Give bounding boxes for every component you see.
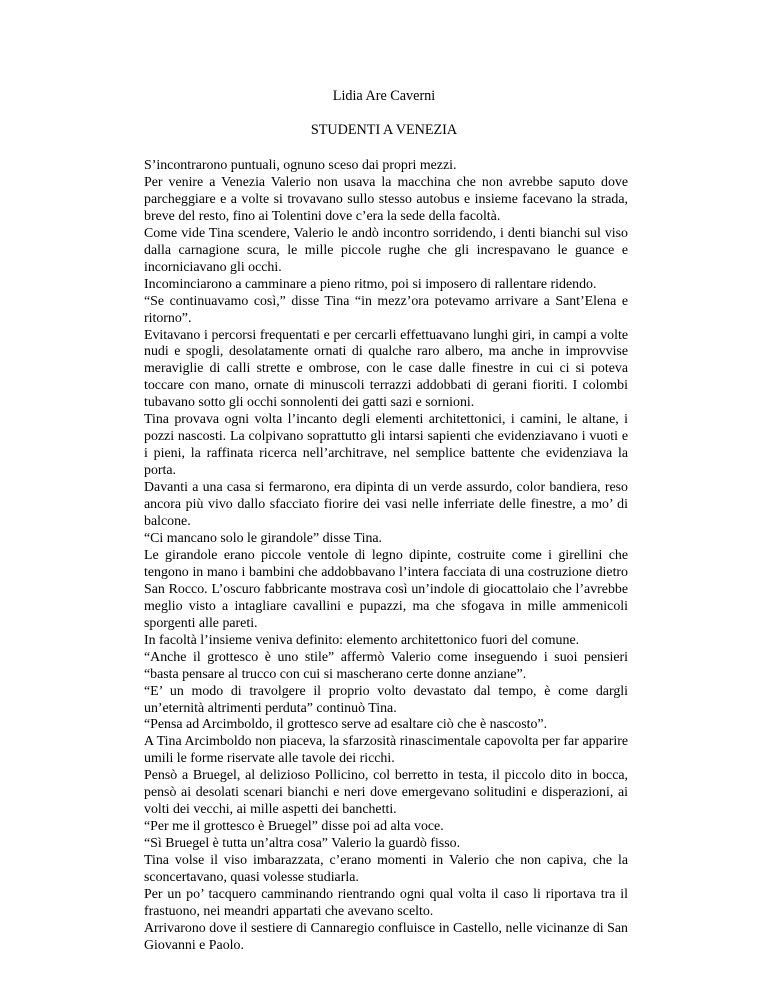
paragraph: Arrivarono dove il sestiere di Cannaregio confluisce in Castello, nelle vicinanze di San Giovanni e Paolo. [144, 920, 628, 953]
paragraph: Tina volse il viso imbarazzata, c’erano momenti in Valerio che non capiva, che la sconcertavano, quasi volesse studiarla. [144, 853, 628, 886]
paragraph: In facoltà l’insieme veniva definito: elemento architettonico fuori del comune. [144, 632, 580, 648]
paragraph: Per un po’ tacquero camminando rientrando ogni qual volta il caso li riportava tra il frastuono, nei meandri appartati che avevano scelto. [144, 886, 628, 919]
paragraph: Davanti a una casa si fermarono, era dipinta di un verde assurdo, color bandiera, reso ancora più vivo dallo sfacciato fiorire dei vasi nelle inferriate delle finestre, a mo’ di balcone. [144, 480, 628, 530]
body-text [144, 158, 628, 955]
paragraph: “Se continuavamo così,” disse Tina “in mezz’ora potevamo arrivare a Sant’Elena e ritorno”. [144, 293, 628, 326]
paragraph: A Tina Arcimboldo non piaceva, la sfarzosità rinascimentale capovolta per far apparire umili le forme riservate alle tavole dei ricchi. [144, 734, 628, 767]
paragraph: Per venire a Venezia Valerio non usava la macchina che non avrebbe saputo dove parcheggiare e a volte si trovavano sullo stesso autobus e insieme facevano la strada, breve del resto, fino ai Tolentini dove c’era la sede della facoltà. [144, 174, 628, 224]
paragraph: “Per me il grottesco è Bruegel” disse poi ad alta voce. [144, 819, 444, 835]
paragraph: “Anche il grottesco è uno stile” affermò Valerio come inseguendo i suoi pensieri “basta pensare al trucco con cui si mascherano certe donne anziane”. [144, 649, 628, 682]
paragraph: Tina provava ogni volta l’incanto degli elementi architettonici, i camini, le altane, i pozzi nascosti. La colpivano soprattutto gli intarsi sapienti che evidenziavano i vuoti e i pieni, la raffinata ricerca nell’architrave, nel semplice battente che evidenziava la porta. [144, 412, 628, 479]
paragraph: Le girandole erano piccole ventole di legno dipinte, costruite come i girellini che tengono in mano i bambini che addobbavano l’intera facciata di una costruzione dietro San Rocco. L’oscuro fabbricante mostrava così un’indole di giocattolaio che l’avrebbe meglio visto a intagliare cavallini e pupazzi, ma che sfogava in mille ammenicoli sporgenti alle pareti. [144, 547, 628, 631]
paragraph: Incominciarono a camminare a pieno ritmo, poi si imposero di rallentare ridendo. [144, 276, 597, 292]
document-title: STUDENTI A VENEZIA [310, 122, 458, 138]
paragraph: “Ci mancano solo le girandole” disse Tina. [144, 530, 383, 546]
paragraph: Pensò a Bruegel, al delizioso Pollicino, col berretto in testa, il piccolo dito in bocca, pensò ai desolati scenari bianchi e neri dove emergevano solitudini e disperazioni, ai volti dei vecchi, ai mille aspetti dei banchetti. [144, 768, 628, 818]
paragraph: S’incontrarono puntuali, ognuno sceso dai propri mezzi. [144, 158, 457, 173]
paragraph: Evitavano i percorsi frequentati e per cercarli effettuavano lunghi giri, in campi a volte nudi e spogli, desolatamente ornati di qualche raro albero, ma anche in improvvise meraviglie di calli strette e ombrose, con le case dalle finestre in cui ci si poteva toccare con mano, ornate di minuscoli terrazzi addobbati di gerani fioriti. I colombi tubavano sotto gli occhi sonnolenti dei gatti sazi e sornioni. [144, 327, 628, 411]
paragraph: Come vide Tina scendere, Valerio le andò incontro sorridendo, i denti bianchi sul viso dalla carnagione scura, le mille piccole rughe che gli increspavano le guance e incorniciavano gli occhi. [144, 225, 628, 275]
author-name: Lidia Are Caverni [332, 88, 436, 104]
paragraph: “Pensa ad Arcimboldo, il grottesco serve ad esaltare ciò che è nascosto”. [144, 717, 548, 733]
paragraph: “E’ un modo di travolgere il proprio volto devastato dal tempo, è come dargli un’eternità altrimenti perduta” continuò Tina. [144, 683, 628, 716]
paragraph: “Sì Bruegel è tutta un’altra cosa” Valerio la guardò fisso. [144, 836, 461, 852]
